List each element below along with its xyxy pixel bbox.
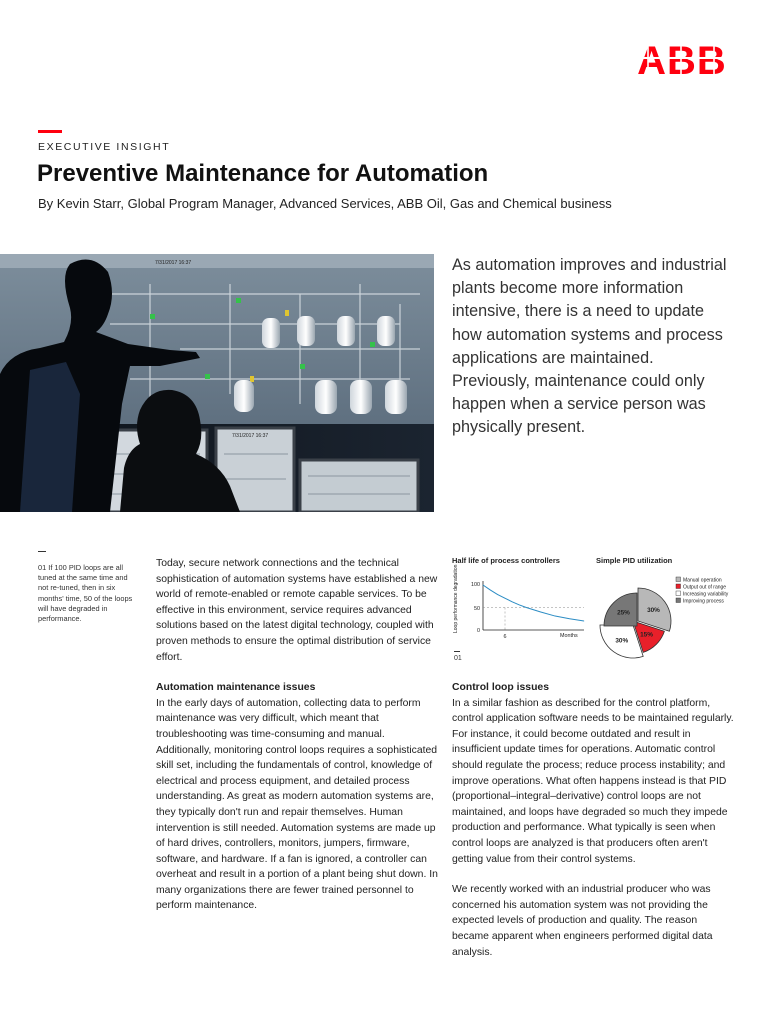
- screen-timestamp: 7/31/2017 16:37: [155, 260, 192, 266]
- y-tick-label: 50: [474, 606, 480, 612]
- section-heading: Control loop issues: [452, 682, 549, 693]
- legend-swatch: [676, 598, 681, 603]
- decay-data-point: [497, 594, 498, 595]
- svg-text:ABB: ABB: [637, 39, 727, 78]
- line-chart-ylabel: Loop performance degradation: [453, 564, 459, 633]
- decay-data-point: [512, 601, 513, 602]
- figure-chart: [450, 553, 738, 668]
- byline: By Kevin Starr, Global Program Manager, Advanced Services, ABB Oil, Gas and Chemical business: [38, 196, 612, 211]
- decay-series-line: [483, 585, 584, 621]
- decay-data-point: [526, 607, 527, 608]
- paragraph: In the early days of automation, collecting data to perform maintenance was very difficult, which meant that troubleshooting was time-consuming and manual. Additionally, monitoring control loops requires a sophisticated skill set, including the fundamentals of control, knowledge of electrical and process equipment, and detailed process understanding. As great as modern automation systems are, they typically don't run and repair themselves. Human intervention is still needed. Automation systems are made up of hard drives, controllers, monitors, jumpers, firmware, software, and hardware. If a fan is ignored, a controller can overheat and result in a portion of a plant being shut down. In many organizations there are fewer trained personnel to perform maintenance.: [156, 697, 438, 912]
- figure-number: 01: [454, 655, 462, 662]
- line-chart-xlabel: Months: [560, 633, 578, 639]
- body-column-right: [452, 680, 734, 960]
- figure-number-dash: [454, 651, 460, 652]
- line-chart-title: Half life of process controllers: [452, 556, 560, 565]
- decay-data-point: [519, 605, 520, 606]
- pie-slice-label: 25%: [617, 609, 630, 617]
- intro-text: As automation improves and industrial plants become more information intensive, there is a need to update how automation systems and process applications are maintained. Previously, maintenance could only happen when a service person was physically present.: [452, 256, 727, 437]
- pie-slice-label: 30%: [615, 637, 629, 645]
- legend-label: Increasing variability: [683, 591, 729, 598]
- decay-data-point: [584, 621, 585, 622]
- figure-caption: 01 If 100 PID loops are all tuned at the same time and not re-tuned, then in six months' time, 50 of the loops will have degraded in performance.: [38, 563, 133, 624]
- pie-slice-label: 30%: [647, 606, 660, 614]
- x-tick-label: 6: [503, 634, 507, 640]
- legend-swatch: [676, 577, 681, 582]
- legend-label: Output out of range: [683, 584, 727, 591]
- decay-data-point: [483, 585, 484, 586]
- pie-slice-label: 15%: [640, 631, 653, 639]
- kicker: EXECUTIVE INSIGHT: [38, 141, 171, 153]
- pie-legend: [676, 577, 729, 604]
- decay-data-point: [504, 598, 505, 599]
- body-column-left: [156, 556, 438, 914]
- legend-swatch: [676, 584, 681, 589]
- legend-label: Manual operation: [683, 577, 722, 584]
- accent-bar: [38, 130, 62, 133]
- decay-data-point: [540, 612, 541, 613]
- paragraph: In a similar fashion as described for the control platform, control application software needs to be maintained regularly. For instance, it could become outdated and result in insufficient update times for operations. Automatic control should regulate the process; reduce process instability; and improve operations. What often happens instead is that PID (proportional–integral–derivative) control loops are not maintained, and loops have degraded so much they impede production and performance. What typically is seen when control loops are analyzed is that producers often aren't getting value from their control systems.: [452, 697, 734, 865]
- hero-photo: [0, 254, 434, 512]
- decay-data-point: [555, 616, 556, 617]
- decay-data-point: [490, 590, 491, 591]
- pie-chart-title: Simple PID utilization: [596, 556, 673, 565]
- abb-logo: [632, 38, 732, 78]
- page-title: Preventive Maintenance for Automation: [37, 160, 489, 187]
- paragraph: We recently worked with an industrial producer who was concerned his automation system was not providing the expected levels of production and quality. The reason became apparent when engineers performed digital data analysis.: [452, 884, 713, 958]
- legend-swatch: [676, 591, 681, 596]
- section-heading: Automation maintenance issues: [156, 682, 316, 694]
- monitor-timestamp: 7/31/2017 16:37: [232, 433, 269, 439]
- y-tick-label: 100: [471, 582, 480, 588]
- paragraph: Today, secure network connections and the technical sophistication of automation systems have established a new world of remote-enabled or remote capable services. To be effective in this environment, service requires advanced solutions based on the latest digital technology, coupled with proven methods to ensure the optimal distribution of service effort.: [156, 558, 438, 663]
- legend-label: Improving process: [683, 598, 724, 605]
- decay-data-point: [569, 618, 570, 619]
- y-tick-label: 0: [477, 628, 480, 634]
- caption-dash: [38, 551, 46, 552]
